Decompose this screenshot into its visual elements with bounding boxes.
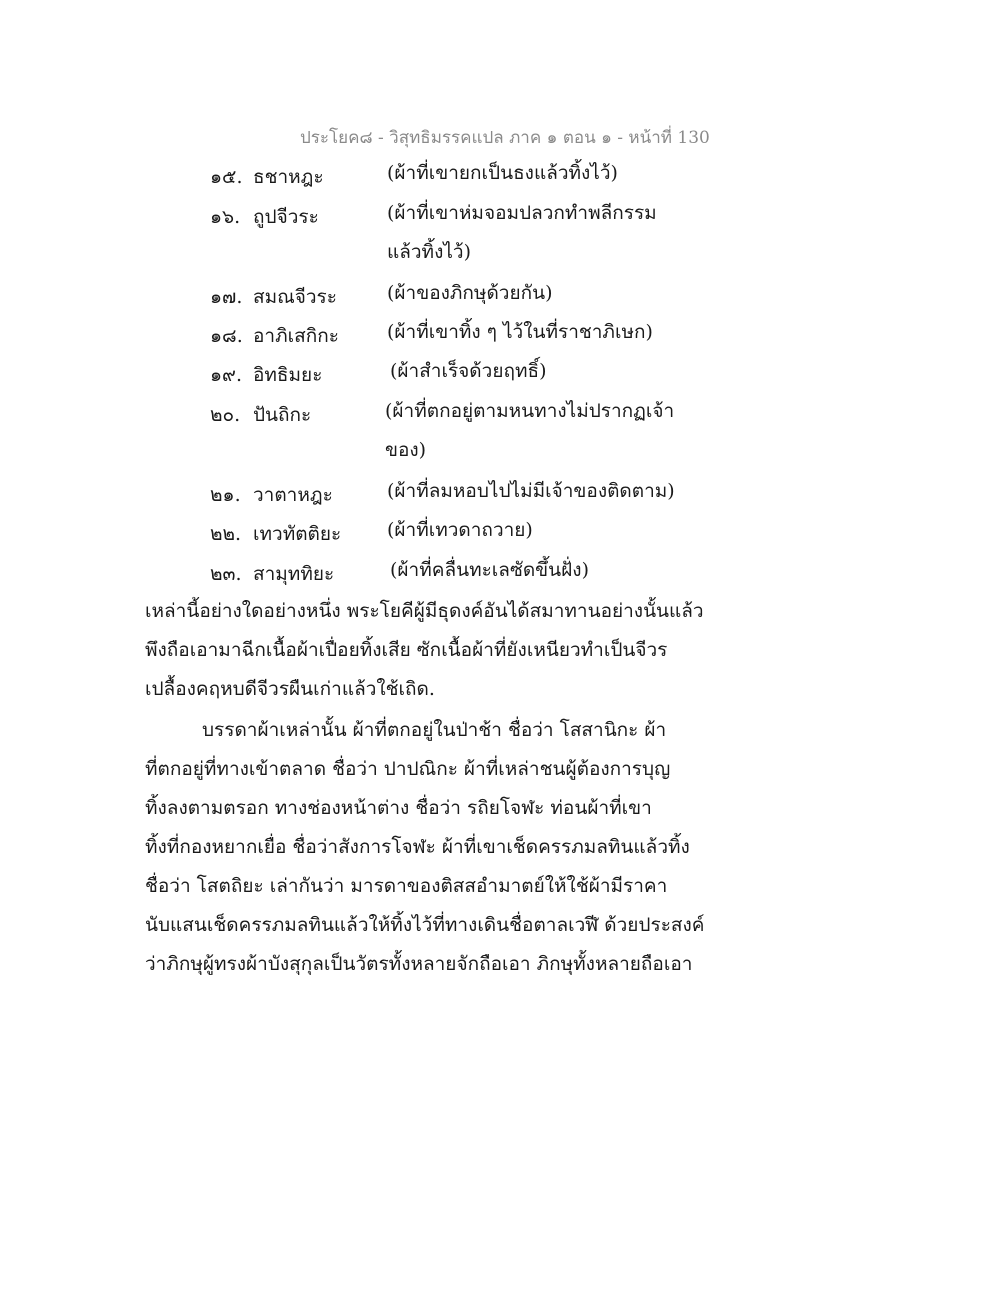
- paragraph-line: ที่ตกอยู่ที่ทางเข้าตลาด ชื่อว่า ปาปณิกะ ผ้าที่เหล่าชนผู้ต้องการบุญ: [145, 758, 671, 780]
- paragraph-line: ทิ้งลงตามตรอก ทางช่องหน้าต่าง ชื่อว่า รถิยโจฬะ ท่อนผ้าที่เขา: [145, 797, 652, 819]
- item-number: ๒๒.: [210, 523, 242, 545]
- item-gloss: (ผ้าที่เขายกเป็นธงแล้วทิ้งไว้): [387, 162, 618, 184]
- item-number: ๒๐.: [210, 404, 241, 426]
- item-term: ถูปจีวระ: [253, 206, 319, 228]
- item-gloss: (ผ้าที่เขาทิ้ง ๆ ไว้ในที่ราชาภิเษก): [387, 321, 653, 343]
- paragraph: [145, 592, 725, 709]
- item-number: ๒๑.: [210, 484, 241, 506]
- item-gloss: (ผ้าที่ตกอยู่ตามหนทางไม่ปรากฏเจ้า ของ): [385, 400, 675, 461]
- item-gloss: (ผ้าที่คลื่นทะเลซัดขึ้นฝั่ง): [390, 559, 589, 581]
- paragraph-line: ว่าภิกษุผู้ทรงผ้าบังสุกุลเป็นวัตรทั้งหลายจักถือเอา ภิกษุทั้งหลายถือเอา: [145, 953, 693, 975]
- item-term: เทวทัตติยะ: [253, 523, 342, 545]
- item-gloss: (ผ้าที่เขาห่มจอมปลวกทำพลีกรรม แล้วทิ้งไว้): [387, 202, 657, 263]
- item-term: อาภิเสกิกะ: [253, 325, 339, 347]
- item-term: ปันถิกะ: [253, 404, 312, 426]
- paragraph-line: ทิ้งที่กองหยากเยื่อ ชื่อว่าสังการโจฬะ ผ้าที่เขาเช็ดครรภมลทินแล้วทิ้ง: [145, 836, 690, 858]
- item-number: ๑๘.: [210, 325, 243, 347]
- paragraph-line: นับแสนเช็ดครรภมลทินแล้วให้ทิ้งไว้ที่ทางเดินชื่อตาลเวฬี ด้วยประสงค์: [145, 914, 705, 936]
- item-gloss: (ผ้าสำเร็จด้วยฤทธิ์): [390, 360, 547, 382]
- paragraph: [145, 711, 725, 984]
- item-number: ๑๖.: [210, 206, 241, 228]
- item-number: ๑๙.: [210, 364, 243, 386]
- item-term: อิทธิมยะ: [253, 364, 323, 386]
- paragraph-line: ชื่อว่า โสตถิยะ เล่ากันว่า มารดาของติสสอำมาตย์ให้ใช้ผ้ามีราคา: [145, 875, 668, 897]
- item-term: สามุททิยะ: [253, 563, 335, 585]
- item-number: ๒๓.: [210, 563, 242, 585]
- paragraph-line: เปลื้องคฤหบดีจีวรผืนเก่าแล้วใช้เถิด.: [145, 678, 435, 700]
- paragraph-line: บรรดาผ้าเหล่านั้น ผ้าที่ตกอยู่ในป่าช้า ชื่อว่า โสสานิกะ ผ้า: [202, 719, 667, 741]
- paragraph-line: พึงถือเอามาฉีกเนื้อผ้าเปื่อยทิ้งเสีย ซักเนื้อผ้าที่ยังเหนียวทำเป็นจีวร: [145, 639, 668, 661]
- paragraph-line: เหล่านี้อย่างใดอย่างหนึ่ง พระโยคีผู้มีธุดงค์อันได้สมาทานอย่างนั้นแล้ว: [145, 600, 704, 622]
- item-term: วาตาหฎะ: [253, 484, 333, 506]
- item-number: ๑๕.: [210, 166, 243, 188]
- item-gloss: (ผ้าของภิกษุด้วยกัน): [387, 282, 553, 304]
- item-term: สมณจีวระ: [253, 286, 337, 308]
- item-number: ๑๗.: [210, 286, 243, 308]
- item-gloss: (ผ้าที่ลมหอบไปไม่มีเจ้าของติดตาม): [387, 480, 675, 502]
- page-header: ประโยค๘ - วิสุทธิมรรคแปล ภาค ๑ ตอน ๑ - หน้าที่ 130: [300, 128, 710, 148]
- item-term: ธชาหฎะ: [253, 166, 324, 188]
- item-gloss: (ผ้าที่เทวดาถวาย): [387, 519, 533, 541]
